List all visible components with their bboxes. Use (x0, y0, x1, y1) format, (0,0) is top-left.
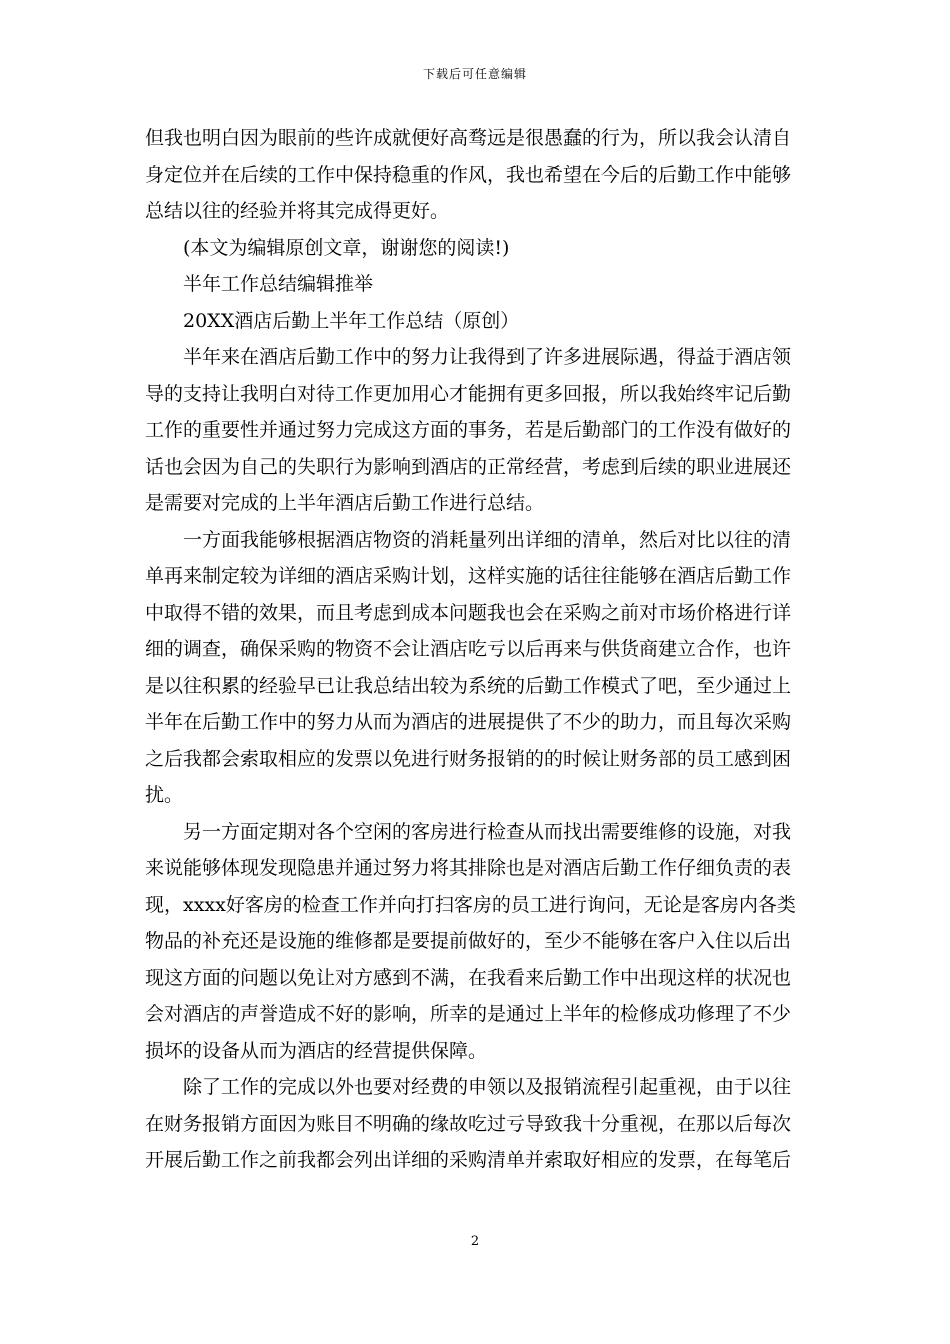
text-line: 开展后勤工作之前我都会列出详细的采购清单并索取好相应的发票，在每笔后 (145, 1149, 792, 1171)
text-line: 身定位并在后续的工作中保持稳重的作风，我也希望在今后的后勤工作中能够 (145, 163, 792, 186)
text-line: 工作的重要性并通过努力完成这方面的事务，若是后勤部门的工作没有做好的 (145, 419, 792, 441)
page-number: 2 (470, 1234, 480, 1249)
text-line: 细的调查，确保采购的物资不会让酒店吃亏以后再来与供货商建立合作，也许 (145, 638, 792, 660)
text-line: 半年在后勤工作中的努力从而为酒店的进展提供了不少的助力，而且每次采购 (145, 711, 792, 733)
article-title: 20XX酒店后勤上半年工作总结（原创） (183, 309, 520, 332)
page-header: 下载后可任意编辑 (422, 67, 527, 81)
text-line: 物品的补充还是设施的维修都是要提前做好的，至少不能够在客户入住以后出 (145, 930, 792, 952)
text-line: 扰。 (145, 784, 184, 806)
document-body (145, 120, 807, 1179)
section-heading: 半年工作总结编辑推举 (183, 273, 374, 295)
text-line: 中取得不错的效果，而且考虑到成本问题我也会在采购之前对市场价格进行详 (145, 601, 792, 624)
text-line: 之后我都会索取相应的发票以免进行财务报销的的时候让财务部的员工感到困 (145, 747, 792, 770)
text-line: 单再来制定较为详细的酒店采购计划，这样实施的话往往能够在酒店后勤工作 (145, 565, 792, 587)
text-line: 但我也明白因为眼前的些许成就便好高骛远是很愚蠢的行为，所以我会认清自 (145, 127, 792, 149)
text-line: 另一方面定期对各个空闲的客房进行检查从而找出需要维修的设施，对我 (183, 820, 792, 843)
text-line: 现，xxxx好客房的检查工作并向打扫客房的员工进行询问，无论是客房内各类 (145, 893, 796, 916)
text-line: 导的支持让我明白对待工作更加用心才能拥有更多回报，所以我始终牢记后勤 (145, 382, 792, 405)
text-line: 会对酒店的声誉造成不好的影响，所幸的是通过上半年的检修成功修理了不少 (145, 1003, 792, 1025)
text-line: 一方面我能够根据酒店物资的消耗量列出详细的清单，然后对比以往的清 (183, 528, 792, 551)
text-line: 是需要对完成的上半年酒店后勤工作进行总结。 (145, 492, 545, 514)
text-line: 话也会因为自己的失职行为影响到酒店的正常经营，考虑到后续的职业进展还 (145, 455, 792, 478)
text-line: 损坏的设备从而为酒店的经营提供保障。 (145, 1039, 488, 1062)
text-line: 现这方面的问题以免让对方感到不满，在我看来后勤工作中出现这样的状况也 (145, 966, 792, 989)
text-line: 总结以往的经验并将其完成得更好。 (145, 200, 450, 222)
text-line: 除了工作的完成以外也要对经费的申领以及报销流程引起重视，由于以往 (183, 1076, 792, 1098)
text-line: 是以往积累的经验早已让我总结出较为系统的后勤工作模式了吧，至少通过上 (145, 674, 792, 697)
text-line: (本文为编辑原创文章，谢谢您的阅读!) (183, 236, 510, 259)
text-line: 在财务报销方面因为账目不明确的缘故吃过亏导致我十分重视，在那以后每次 (145, 1112, 792, 1135)
text-line: 半年来在酒店后勤工作中的努力让我得到了许多进展际遇，得益于酒店领 (183, 346, 792, 368)
text-line: 来说能够体现发现隐患并通过努力将其排除也是对酒店后勤工作仔细负责的表 (145, 857, 792, 879)
